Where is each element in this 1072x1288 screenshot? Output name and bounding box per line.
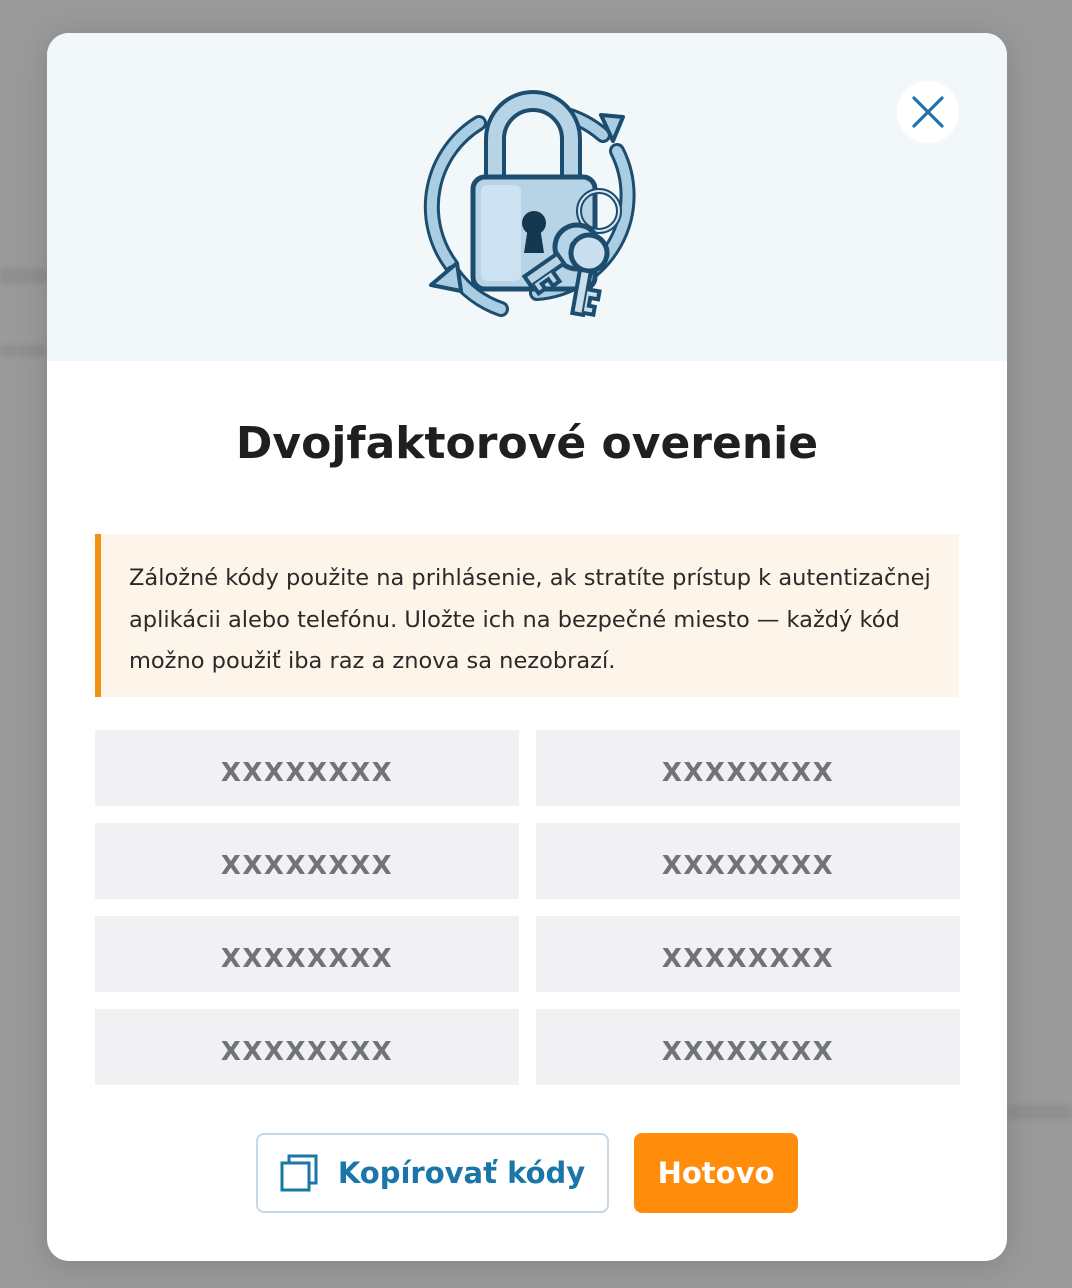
backup-code: XXXXXXXX — [536, 730, 960, 806]
backup-code: XXXXXXXX — [95, 823, 519, 899]
backup-codes-grid — [95, 730, 960, 1085]
done-button[interactable] — [634, 1133, 798, 1213]
copy-icon — [280, 1154, 318, 1192]
notice-text: Záložné kódy použite na prihlásenie, ak stratíte prístup k autentizačnej aplikácii alebo telefónu. Uložte ich na bezpečné miesto — každý kód možno použiť iba raz a znova sa nezobrazí. — [129, 565, 931, 674]
backdrop-text — [0, 268, 47, 284]
backup-code: XXXXXXXX — [95, 1009, 519, 1085]
backup-code: XXXXXXXX — [536, 823, 960, 899]
padlock-keys-icon — [417, 77, 643, 317]
backdrop-text — [1007, 1105, 1072, 1119]
copy-codes-button[interactable] — [256, 1133, 609, 1213]
backup-code: XXXXXXXX — [536, 916, 960, 992]
dialog-title: Dvojfaktorové overenie — [235, 418, 819, 469]
backup-code: XXXXXXXX — [536, 1009, 960, 1085]
done-label: Hotovo — [657, 1156, 775, 1190]
copy-codes-label: Kopírovať kódy — [337, 1156, 586, 1190]
dialog-hero — [47, 33, 1007, 361]
close-button[interactable] — [897, 81, 959, 143]
backdrop-text — [0, 345, 47, 357]
two-factor-dialog — [47, 33, 1007, 1261]
backup-code: XXXXXXXX — [95, 916, 519, 992]
backup-codes-notice — [95, 534, 959, 697]
close-icon — [911, 95, 945, 129]
backup-code: XXXXXXXX — [95, 730, 519, 806]
